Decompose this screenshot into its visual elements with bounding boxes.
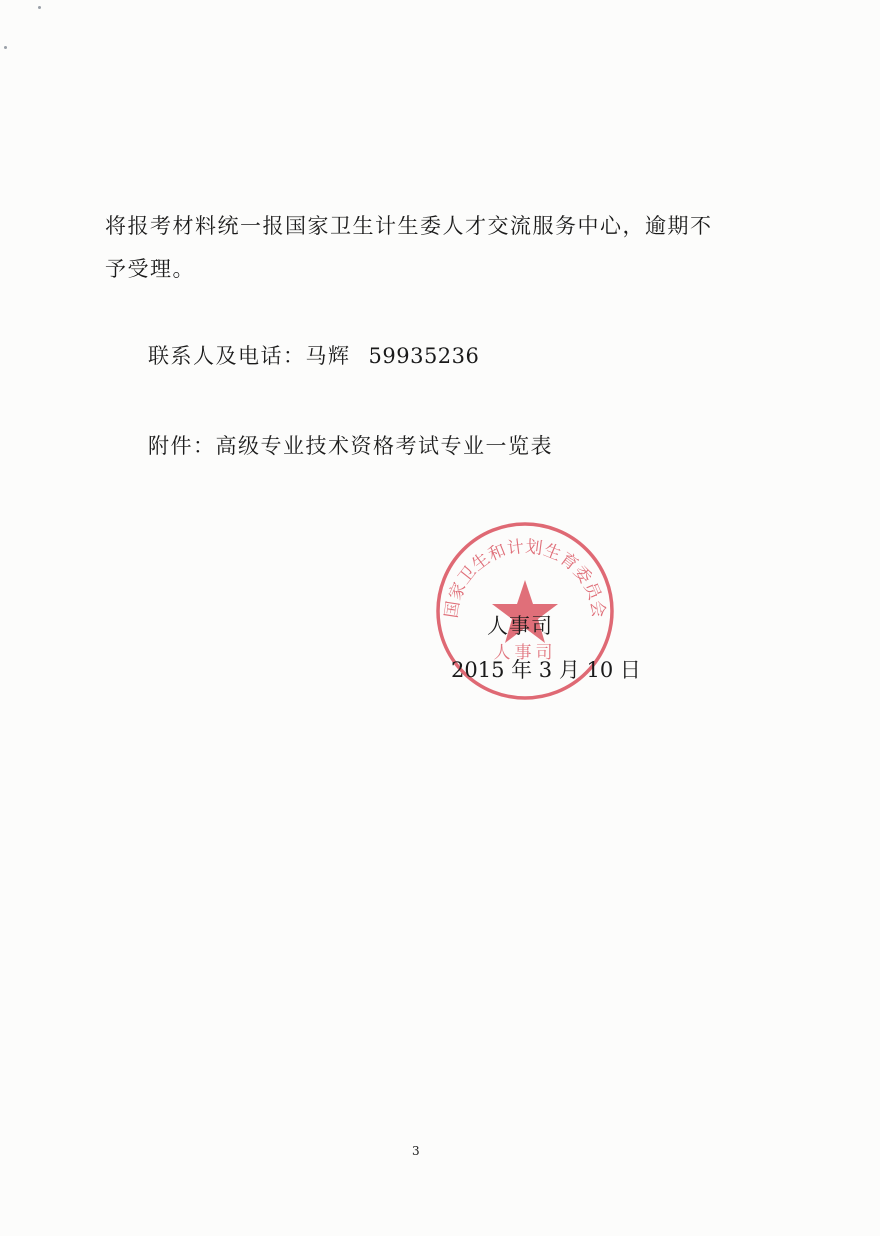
paragraph-line-1: 将报考材料统一报国家卫生计生委人才交流服务中心，逾期不 [105, 214, 713, 238]
contact-phone: 59935236 [368, 344, 480, 368]
contact-line [148, 342, 479, 370]
signature-date: 2015 年 3 月 10 日 [451, 658, 641, 682]
seal-arc-text: 国家卫生和计划生育委员会 [441, 536, 609, 620]
scan-speck [4, 46, 7, 49]
seal-inner-text: 人事司 [493, 643, 557, 663]
contact-label: 联系人及电话：马辉 [148, 344, 351, 368]
attachment-line: 附件：高级专业技术资格考试专业一览表 [148, 434, 553, 458]
paragraph-line-2: 予受理。 [105, 257, 195, 281]
scan-speck [38, 6, 41, 9]
page-number: 3 [412, 1144, 420, 1158]
signer-department: 人事司 [487, 614, 553, 638]
